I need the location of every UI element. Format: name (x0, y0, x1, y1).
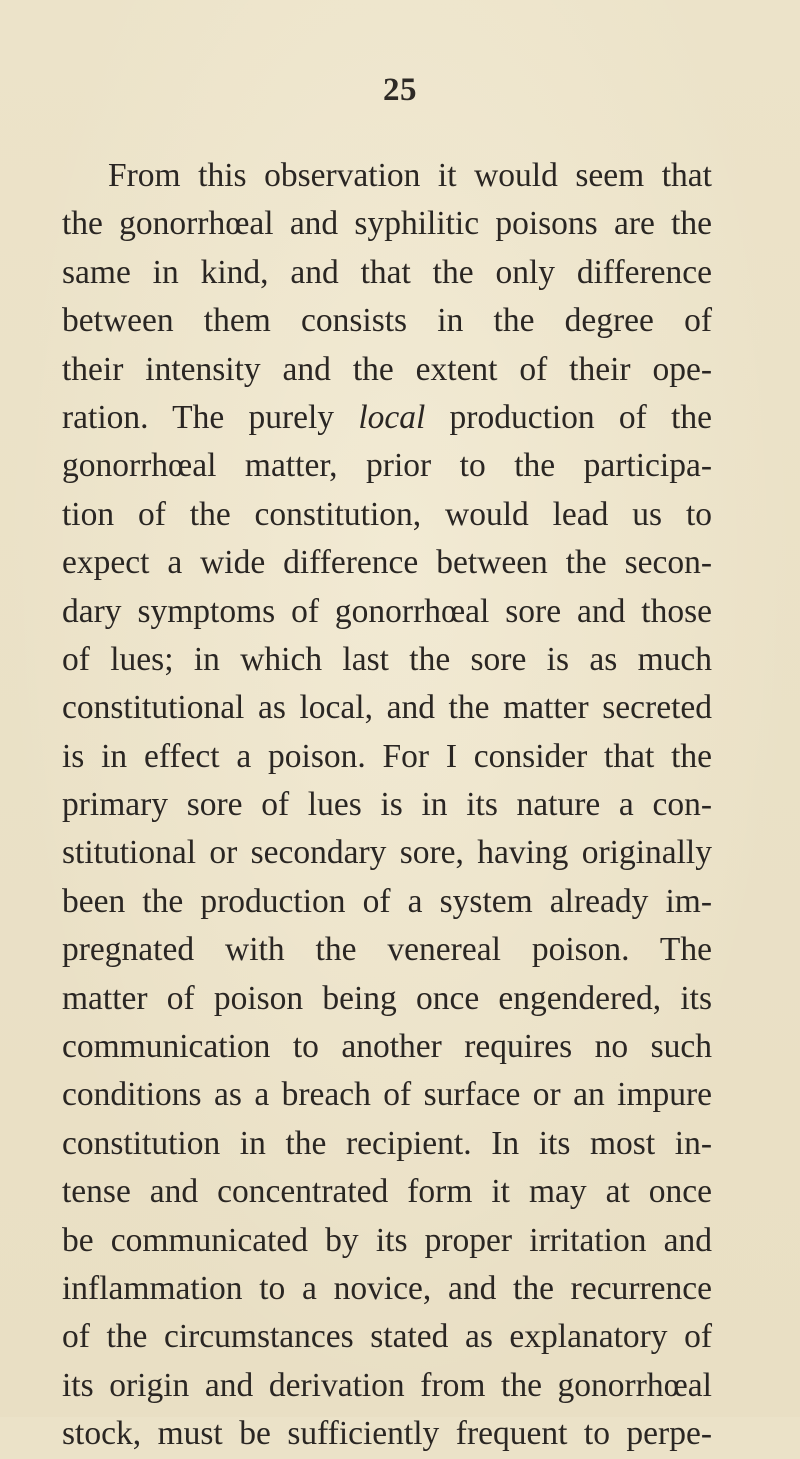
text-line: primary sore of lues is in its nature a con- (62, 786, 712, 824)
text-line: inflammation to a novice, and the recurrence (62, 1269, 712, 1307)
text-line: be communicated by its proper irritation and (62, 1221, 712, 1259)
text-fragment: ration. The purely (62, 398, 359, 436)
text-line: conditions as a breach of surface or an impure (62, 1076, 712, 1114)
body-text (62, 152, 712, 1459)
text-line: constitutional as local, and the matter secreted (62, 689, 712, 727)
text-line: of lues; in which last the sore is as much (62, 640, 712, 678)
text-line: dary symptoms of gonorrhœal sore and those (62, 592, 712, 630)
text-line: tion of the constitution, would lead us to (62, 495, 712, 533)
text-line: stitutional or secondary sore, having originally (62, 834, 712, 872)
page-number: 25 (383, 72, 417, 108)
text-line: stock, must be sufficiently frequent to perpe- (62, 1415, 712, 1453)
text-line: matter of poison being once engendered, its (62, 979, 712, 1017)
text-line: tense and concentrated form it may at once (62, 1173, 712, 1211)
text-line: their intensity and the extent of their ope- (62, 350, 712, 388)
italic-word: local (358, 398, 426, 436)
text-line: same in kind, and that the only difference (62, 253, 712, 291)
text-line: of the circumstances stated as explanatory of (62, 1318, 712, 1356)
text-line: expect a wide difference between the secon- (62, 544, 712, 582)
text-line: From this observation it would seem that (108, 157, 712, 194)
text-line: the gonorrhœal and syphilitic poisons are the (62, 205, 712, 243)
text-line: constitution in the recipient. In its most in- (62, 1124, 712, 1162)
text-line: is in effect a poison. For I consider that the (62, 737, 712, 775)
text-line: between them consists in the degree of (62, 302, 712, 340)
text-line-with-italic (62, 394, 712, 442)
text-line: been the production of a system already im- (62, 882, 712, 920)
text-line: gonorrhœal matter, prior to the participa- (62, 447, 712, 485)
text-line: communication to another requires no such (62, 1028, 712, 1066)
text-line: pregnated with the venereal poison. The (62, 931, 712, 969)
text-line: its origin and derivation from the gonorrhœal (62, 1366, 712, 1404)
text-fragment: production of the (449, 398, 713, 436)
